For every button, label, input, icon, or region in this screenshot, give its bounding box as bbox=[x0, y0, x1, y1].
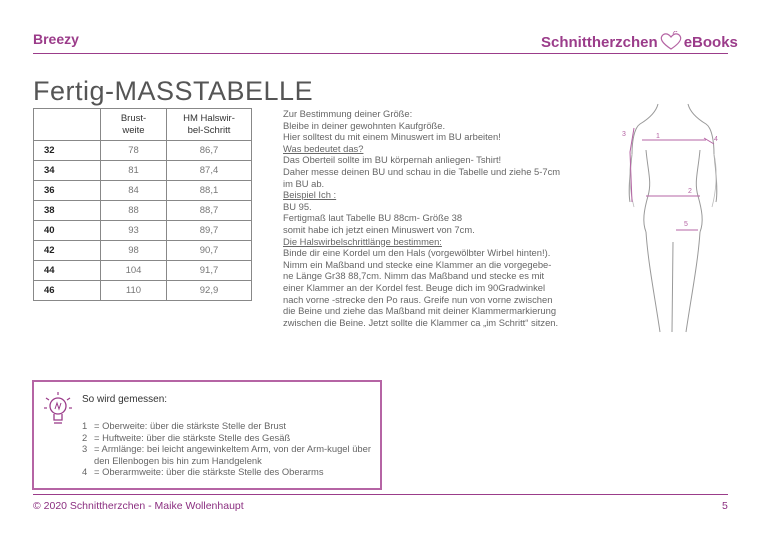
table-header-row bbox=[34, 109, 252, 141]
instruction-line: ne Länge Gr38 88,7cm. Nimm das Maßband und stecke es mit bbox=[283, 270, 545, 282]
legend-number: 1 bbox=[82, 420, 88, 431]
size-cell: 44 bbox=[34, 261, 101, 281]
instruction-line: BU 95. bbox=[283, 200, 312, 212]
brustweite-cell: 84 bbox=[101, 181, 167, 201]
page-number: 5 bbox=[722, 500, 728, 512]
halswirbel-cell: 90,7 bbox=[167, 241, 252, 261]
size-cell: 42 bbox=[34, 241, 101, 261]
figure-label-5: 5 bbox=[684, 221, 688, 228]
sizing-instructions bbox=[283, 108, 613, 328]
table-header-size bbox=[34, 109, 101, 141]
brustweite-cell: 93 bbox=[101, 221, 167, 241]
legend-item bbox=[82, 466, 382, 478]
instruction-line: Beispiel Ich : bbox=[283, 189, 337, 201]
heart-logo-icon bbox=[658, 31, 684, 51]
figure-label-1: 1 bbox=[656, 133, 660, 140]
instruction-line: nach vorne -strecke den Po raus. Greife nun von vorne zwischen bbox=[283, 293, 553, 305]
figure-label-4: 4 bbox=[714, 136, 718, 143]
instruction-line: Hier solltest du mit einem Minuswert im BU arbeiten! bbox=[283, 131, 501, 143]
legend-text: = Huftweite: über die stärkste Stelle des Gesäß bbox=[94, 431, 291, 443]
brustweite-cell: 78 bbox=[101, 141, 167, 161]
figure-label-3: 3 bbox=[622, 131, 626, 138]
halswirbel-cell: 88,7 bbox=[167, 201, 252, 221]
instruction-line: einer Klammer an der Kordel fest. Beuge dich im 90Gradwinkel bbox=[283, 281, 546, 293]
brustweite-cell: 81 bbox=[101, 161, 167, 181]
table-header-halswirbel: HM Halswir- bel-Schritt bbox=[167, 109, 252, 141]
instruction-line: Das Oberteil sollte im BU körpernah anliegen- Tshirt! bbox=[283, 154, 502, 166]
instruction-line: Fertigmaß laut Tabelle BU 88cm- Größe 38 bbox=[283, 212, 463, 224]
halswirbel-cell: 87,4 bbox=[167, 161, 252, 181]
instruction-line: Binde dir eine Kordel um den Hals (vorgewölbter Wirbel hinten!). bbox=[283, 247, 551, 259]
legend-text: = Oberweite: über die stärkste Stelle der Brust bbox=[94, 420, 287, 431]
table-row bbox=[34, 201, 252, 221]
legend-text: = Armlänge: bei leicht angewinkeltem Arm, von der Arm-kugel über den Ellenbogen bis hin zum Handgelenk bbox=[94, 443, 371, 466]
document-title: Breezy bbox=[33, 31, 79, 47]
table-row bbox=[34, 261, 252, 281]
size-cell: 34 bbox=[34, 161, 101, 181]
size-cell: 40 bbox=[34, 221, 101, 241]
instruction-line: somit habe ich jetzt einen Minuswert von 7cm. bbox=[283, 223, 475, 235]
halswirbel-cell: 88,1 bbox=[167, 181, 252, 201]
instruction-line: Nimm ein Maßband und stecke eine Klammer an die vorgegebe- bbox=[283, 258, 552, 270]
size-table bbox=[33, 108, 252, 301]
body-measurement-figure bbox=[618, 92, 728, 362]
table-header-brustweite: Brust- weite bbox=[101, 109, 167, 141]
legend-item bbox=[82, 420, 382, 432]
brustweite-cell: 110 bbox=[101, 281, 167, 301]
measurement-legend bbox=[82, 420, 382, 478]
brand-suffix: eBooks bbox=[683, 34, 738, 51]
instruction-line: die Beine und ziehe das Maßband mit deiner Klammermarkierung bbox=[283, 305, 557, 317]
instruction-line: Die Halswirbelschrittlänge bestimmen: bbox=[283, 235, 442, 247]
table-row bbox=[34, 281, 252, 301]
legend-text: = Oberarmweite: über die stärkste Stelle des Oberarms bbox=[94, 466, 324, 478]
header-divider bbox=[33, 53, 728, 54]
instruction-line: Bleibe in deiner gewohnten Kaufgröße. bbox=[283, 119, 446, 131]
footer-divider bbox=[33, 494, 728, 495]
size-cell: 32 bbox=[34, 141, 101, 161]
legend-item bbox=[82, 443, 382, 466]
instruction-line: Was bedeutet das? bbox=[283, 142, 364, 154]
halswirbel-cell: 91,7 bbox=[167, 261, 252, 281]
legend-number: 4 bbox=[82, 466, 88, 478]
table-body bbox=[34, 141, 252, 301]
size-cell: 46 bbox=[34, 281, 101, 301]
legend-item bbox=[82, 432, 382, 444]
legend-number: 2 bbox=[82, 431, 88, 443]
page-title: Fertig-MASSTABELLE bbox=[33, 76, 314, 106]
table-row bbox=[34, 141, 252, 161]
figure-label-2: 2 bbox=[688, 188, 692, 195]
legend-number: 3 bbox=[82, 443, 88, 455]
brustweite-cell: 98 bbox=[101, 241, 167, 261]
halswirbel-cell: 86,7 bbox=[167, 141, 252, 161]
brand-logo bbox=[541, 31, 738, 51]
instruction-line: im BU ab. bbox=[283, 177, 325, 189]
halswirbel-cell: 89,7 bbox=[167, 221, 252, 241]
instruction-line: zwischen die Beine. Jetzt sollte die Klammer ca „im Schritt“ sitzen. bbox=[283, 316, 559, 328]
table-row bbox=[34, 241, 252, 261]
size-cell: 36 bbox=[34, 181, 101, 201]
lightbulb-icon bbox=[42, 390, 74, 430]
table-row bbox=[34, 221, 252, 241]
measurement-guide-title: So wird gemessen: bbox=[82, 394, 168, 405]
instruction-line: Zur Bestimmung deiner Größe: bbox=[283, 108, 413, 119]
size-cell: 38 bbox=[34, 201, 101, 221]
table-row bbox=[34, 161, 252, 181]
halswirbel-cell: 92,9 bbox=[167, 281, 252, 301]
brand-prefix: Schnittherzchen bbox=[541, 34, 658, 51]
brustweite-cell: 104 bbox=[101, 261, 167, 281]
brustweite-cell: 88 bbox=[101, 201, 167, 221]
table-row bbox=[34, 181, 252, 201]
footer-copyright: © 2020 Schnittherzchen - Maike Wollenhaupt bbox=[33, 500, 244, 512]
instruction-line: Daher messe deinen BU und schau in die Tabelle und ziehe 5-7cm bbox=[283, 165, 561, 177]
